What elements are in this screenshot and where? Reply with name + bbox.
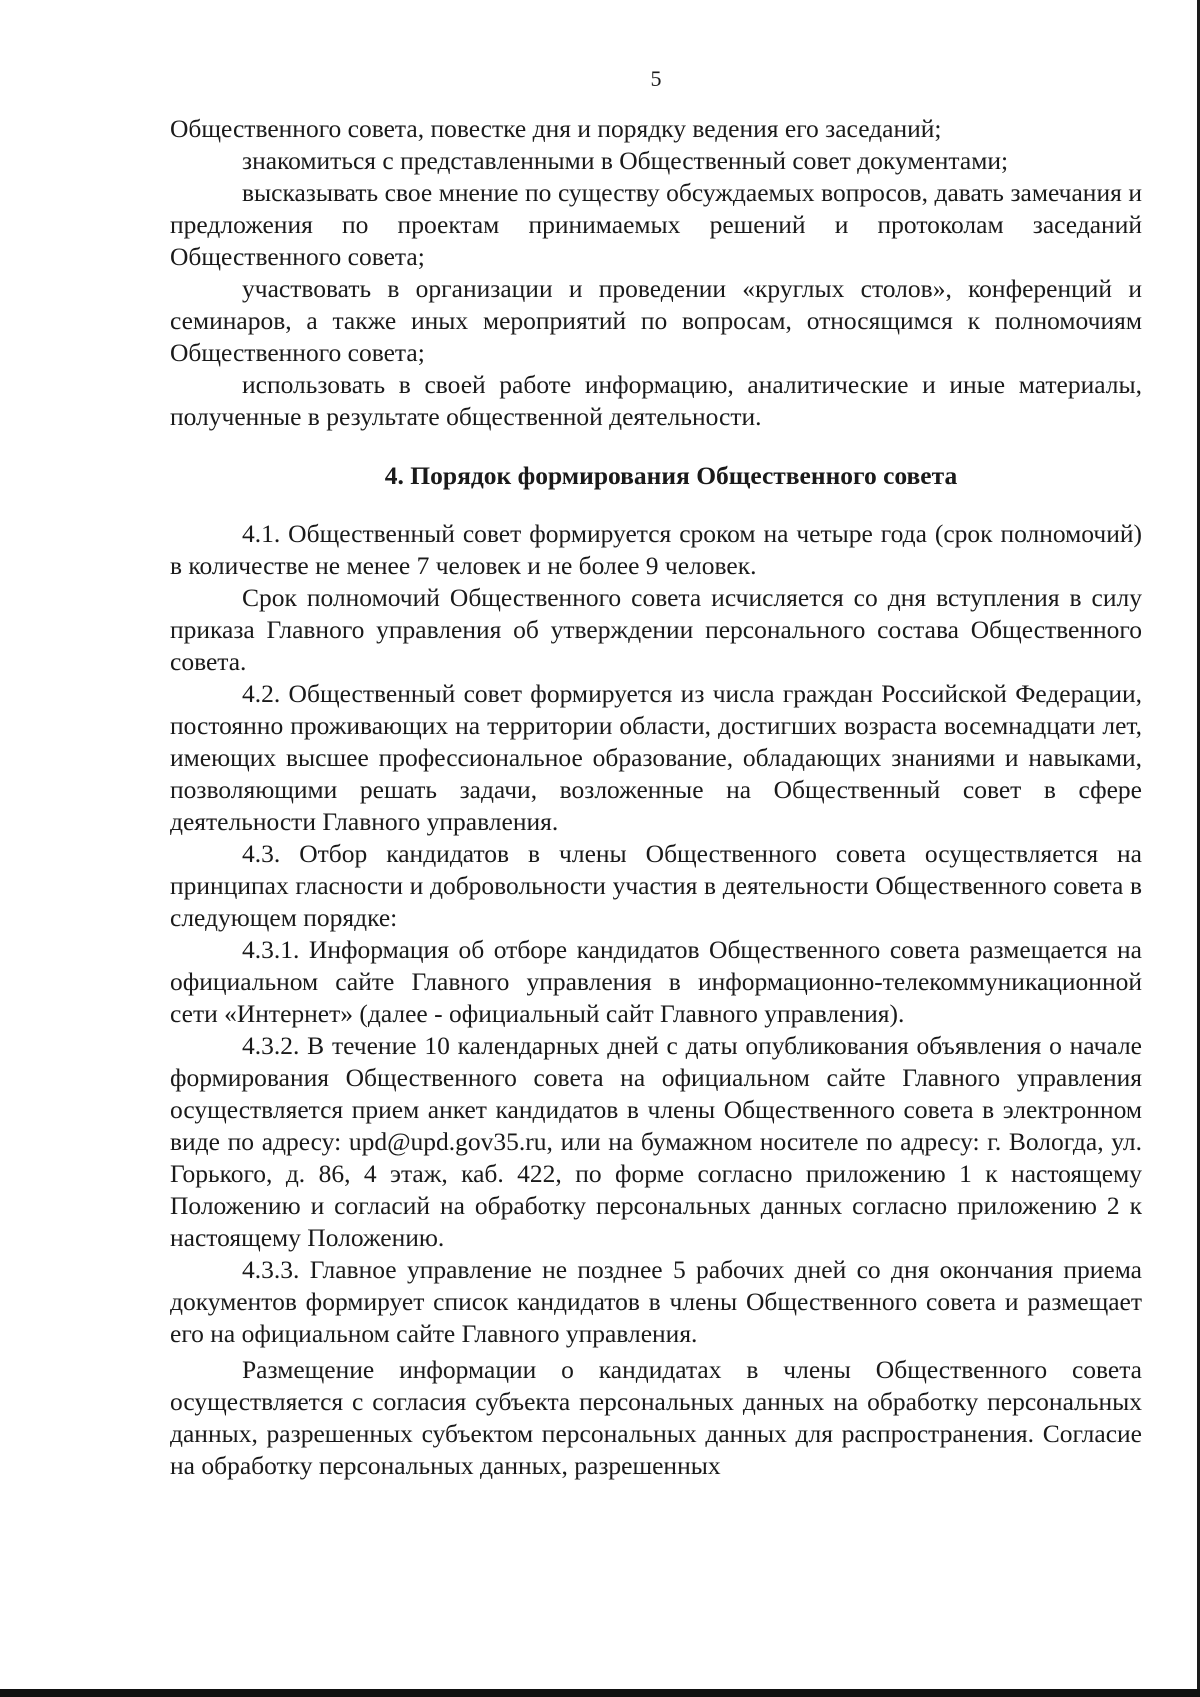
scan-edge-bottom bbox=[0, 1689, 1200, 1697]
paragraph-4-3: 4.3. Отбор кандидатов в члены Общественного совета осуществляется на принципах гласности и добровольности участия в деятельности Общественного совета в следующем порядке: bbox=[170, 839, 1142, 932]
paragraph-4-3-3: 4.3.3. Главное управление не позднее 5 рабочих дней со дня окончания приема документов формирует список кандидатов в члены Общественного совета и размещает его на официальном сайте Главного управления. bbox=[170, 1255, 1142, 1348]
paragraph-intro-3: высказывать свое мнение по существу обсуждаемых вопросов, давать замечания и предложения по проектам принимаемых решений и протоколам заседаний Общественного совета; bbox=[170, 178, 1142, 271]
paragraph-intro-1: Общественного совета, повестке дня и порядку ведения его заседаний; bbox=[170, 114, 942, 143]
document-body bbox=[170, 113, 1142, 1482]
paragraph-4-1: 4.1. Общественный совет формируется сроком на четыре года (срок полномочий) в количестве не менее 7 человек и не более 9 человек. bbox=[170, 519, 1142, 580]
page-number: 5 bbox=[650, 66, 662, 91]
paragraph-intro-5: использовать в своей работе информацию, аналитические и иные материалы, полученные в результате общественной деятельности. bbox=[170, 370, 1142, 431]
section-heading: 4. Порядок формирования Общественного совета bbox=[384, 461, 958, 490]
paragraph-4-3-2: 4.3.2. В течение 10 календарных дней с даты опубликования объявления о начале формирования Общественного совета на официальном сайте Главного управления осуществляется прием анкет кандидатов в члены Общественного совета в электронном виде по адресу: upd@upd.gov35.ru, или на бумажном носителе по адресу: г. Вологда, ул. Горького, д. 86, 4 этаж, каб. 422, по форме согласно приложению 1 к настоящему Положению и согласий на обработку персональных данных согласно приложению 2 к настоящему Положению. bbox=[170, 1031, 1142, 1252]
paragraph-placement: Размещение информации о кандидатах в члены Общественного совета осуществляется с согласия субъекта персональных данных на обработку персональных данных, разрешенных субъектом персональных данных для распространения. Согласие на обработку персональных данных, разрешенных bbox=[170, 1355, 1142, 1480]
paragraph-4-2: 4.2. Общественный совет формируется из числа граждан Российской Федерации, постоянно проживающих на территории области, достигших возраста восемнадцати лет, имеющих высшее профессиональное образование, обладающих знаниями и навыками, позволяющими решать задачи, возложенные на Общественный совет в сфере деятельности Главного управления. bbox=[170, 679, 1142, 836]
paragraph-intro-2: знакомиться с представленными в Общественный совет документами; bbox=[242, 146, 1009, 175]
paragraph-intro-4: участвовать в организации и проведении «круглых столов», конференций и семинаров, а также иных мероприятий по вопросам, относящимся к полномочиям Общественного совета; bbox=[170, 274, 1142, 367]
paragraph-term: Срок полномочий Общественного совета исчисляется со дня вступления в силу приказа Главного управления об утверждении персонального состава Общественного совета. bbox=[170, 583, 1142, 676]
paragraph-4-3-1: 4.3.1. Информация об отборе кандидатов Общественного совета размещается на официальном сайте Главного управления в информационно-телекоммуникационной сети «Интернет» (далее - официальный сайт Главного управления). bbox=[170, 935, 1142, 1028]
